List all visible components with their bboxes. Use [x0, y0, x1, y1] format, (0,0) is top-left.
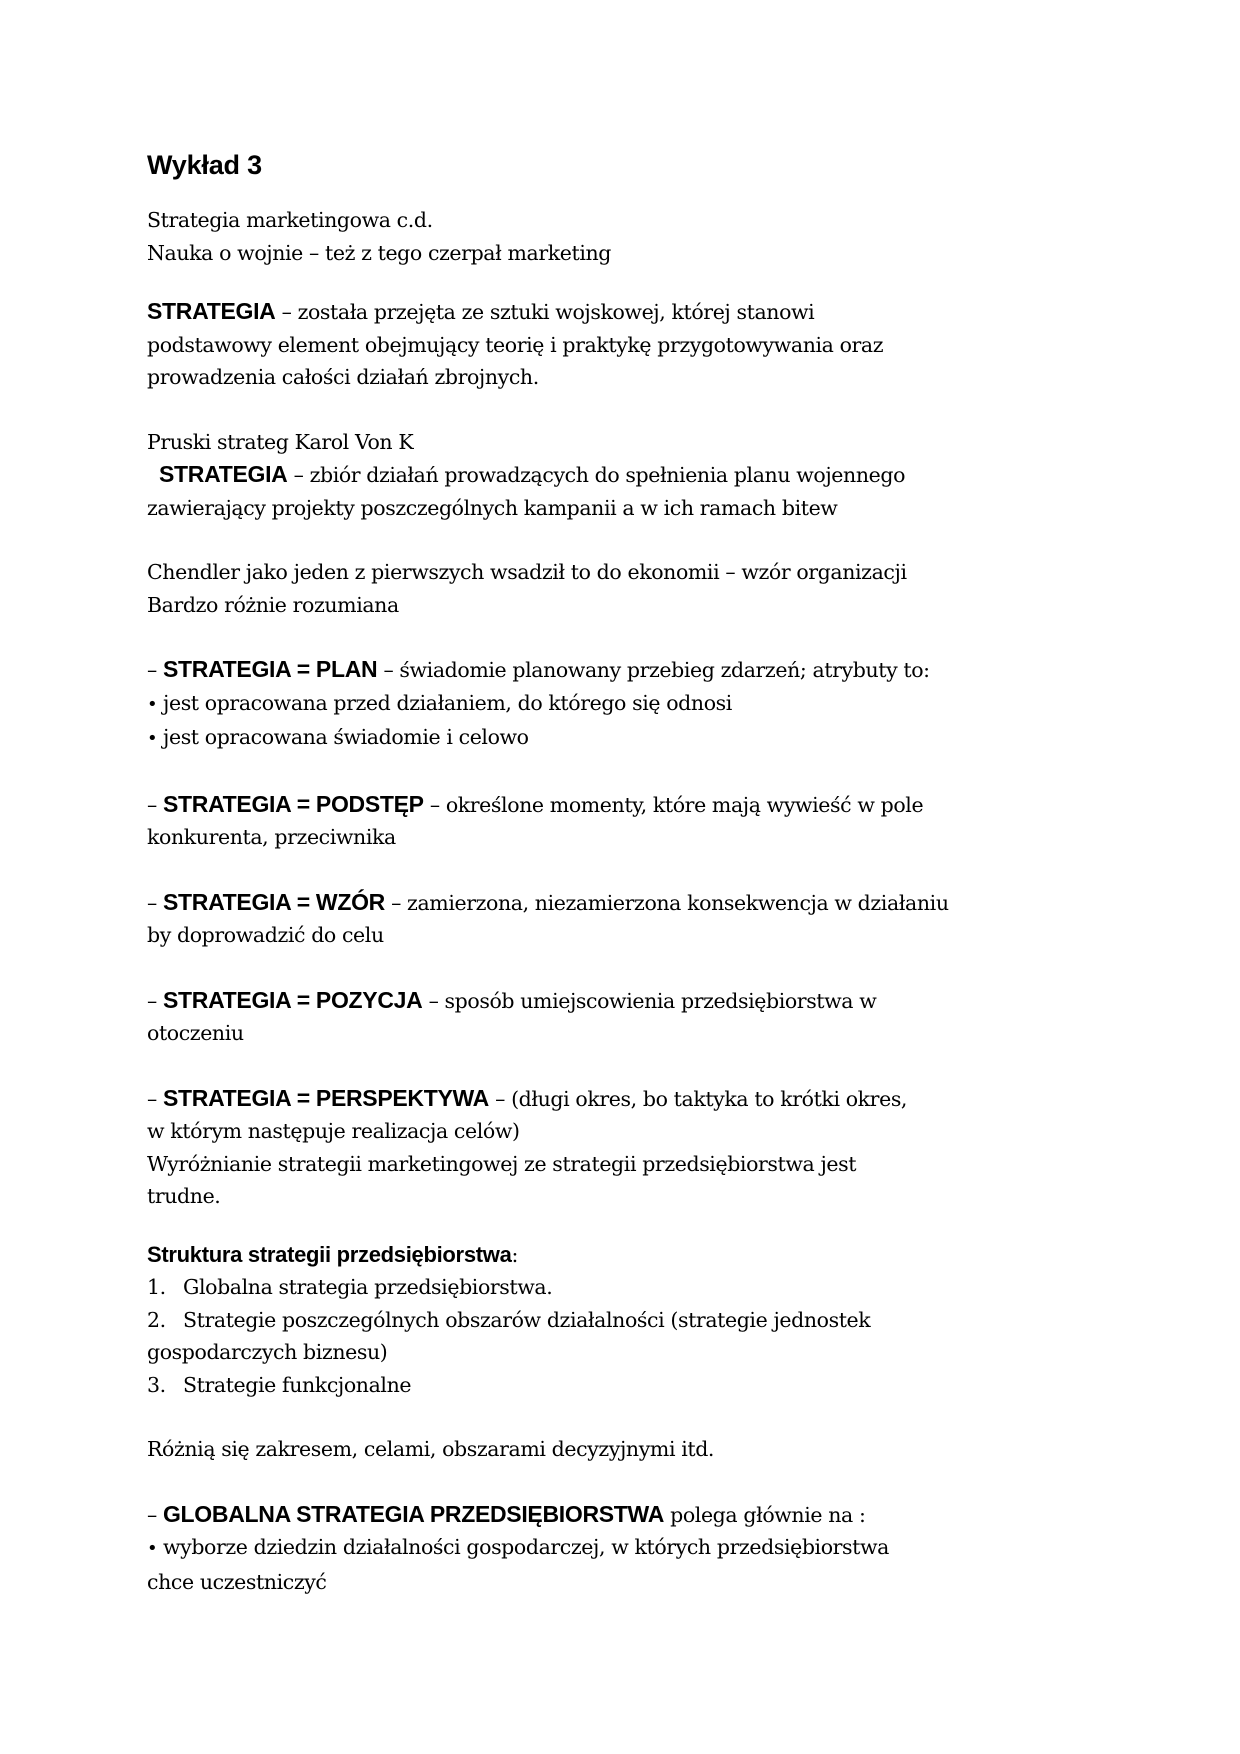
- strategy-wzor: [147, 886, 1107, 952]
- strategy-podstep-term: STRATEGIA = PODSTĘP: [162, 790, 424, 817]
- strategy-pozycja-line-1: [147, 984, 1107, 1018]
- struktura-item-2: [147, 1304, 1107, 1337]
- globalna-bullet-1-cont: chce uczestniczyć: [147, 1569, 327, 1594]
- definition-1-line-3: prowadzenia całości działań zbrojnych.: [147, 365, 539, 389]
- strategy-podstep-line-1: [147, 788, 1107, 822]
- globalna-term: GLOBALNA STRATEGIA PRZEDSIĘBIORSTWA: [162, 1500, 665, 1527]
- strategy-pozycja-text-1: – sposób umiejscowienia przedsiębiorstwa w: [422, 988, 877, 1013]
- strategy-wzor-line-1: [147, 886, 1107, 920]
- definition-2: [147, 426, 1107, 525]
- bullet-icon: •: [147, 693, 158, 715]
- strategy-pozycja-dash: –: [147, 988, 163, 1013]
- definition-2-intro: Pruski strateg Karol Von K: [147, 429, 414, 454]
- strategy-plan-bullet-1: [147, 687, 1107, 722]
- chendler-line-2: Bardzo różnie rozumiana: [147, 592, 399, 617]
- strategy-plan-line: [147, 653, 1107, 687]
- struktura-item-1-text: Globalna strategia przedsiębiorstwa.: [183, 1275, 553, 1299]
- strategy-plan: [147, 653, 1107, 756]
- strategy-perspektywa-text-1: – (długi okres, bo taktyka to krótki okres,: [488, 1086, 908, 1111]
- intro-line-2: Nauka o wojnie – też z tego czerpał marketing: [147, 240, 612, 265]
- struktura-heading-line: [147, 1239, 1107, 1272]
- struktura-item-1-num: 1.: [147, 1275, 166, 1299]
- strategy-perspektywa-term: STRATEGIA = PERSPEKTYWA: [162, 1084, 489, 1111]
- struktura-item-2-cont: gospodarczych biznesu): [147, 1340, 388, 1364]
- roznia-line: Różnią się zakresem, celami, obszarami decyzyjnymi itd.: [147, 1437, 715, 1461]
- strategy-podstep-line-2: konkurenta, przeciwnika: [147, 825, 396, 849]
- chendler-paragraph: [147, 556, 1107, 621]
- strategy-podstep: [147, 788, 1107, 854]
- struktura-item-2-num: 2.: [147, 1307, 166, 1332]
- definition-1-line-1: [147, 295, 1107, 329]
- strategy-perspektywa-line-4: trudne.: [147, 1184, 221, 1208]
- strategy-wzor-term: STRATEGIA = WZÓR: [162, 888, 385, 915]
- definition-1: [147, 295, 1107, 394]
- bullet-icon: •: [147, 728, 158, 749]
- strategy-podstep-text-1: – określone momenty, które mają wywieść w pole: [423, 792, 924, 817]
- globalna-dash: –: [147, 1502, 163, 1527]
- strategy-wzor-text-1: – zamierzona, niezamierzona konsekwencja w działaniu: [384, 890, 949, 915]
- definition-2-line-1: [147, 458, 1107, 492]
- struktura-colon: :: [511, 1242, 519, 1267]
- strategy-perspektywa-dash: –: [147, 1086, 163, 1111]
- strategy-plan-bullet-2-text: jest opracowana świadomie i celowo: [163, 725, 529, 749]
- definition-2-text-1: – zbiór działań prowadzących do spełnienia planu wojennego: [287, 463, 906, 487]
- struktura-heading: Struktura strategii przedsiębiorstwa: [147, 1241, 512, 1267]
- struktura-item-1: [147, 1271, 1107, 1304]
- struktura-item-3: [147, 1369, 1107, 1402]
- strategy-perspektywa-line-1: [147, 1082, 1107, 1116]
- strategy-plan-dash: –: [147, 658, 163, 682]
- definition-1-line-2: podstawowy element obejmujący teorię i praktykę przygotowywania oraz: [147, 332, 884, 357]
- definition-2-term: STRATEGIA: [159, 461, 288, 487]
- page-title: Wykład 3: [147, 150, 262, 180]
- definition-1-text-1: – została przejęta ze sztuki wojskowej, której stanowi: [275, 300, 815, 324]
- bullet-icon: •: [147, 1538, 158, 1559]
- intro-line-1: Strategia marketingowa c.d.: [147, 208, 433, 232]
- strategy-wzor-line-2: by doprowadzić do celu: [147, 923, 384, 947]
- strategy-plan-bullet-2: [147, 721, 1107, 756]
- definition-2-line-2: zawierający projekty poszczególnych kampanii a w ich ramach bitew: [147, 495, 838, 520]
- strategy-plan-term: STRATEGIA = PLAN: [162, 656, 378, 682]
- struktura-item-3-text: Strategie funkcjonalne: [183, 1372, 412, 1397]
- globalna-text: polega głównie na :: [664, 1502, 866, 1527]
- struktura-item-3-num: 3.: [147, 1372, 166, 1397]
- definition-1-term: STRATEGIA: [147, 298, 276, 324]
- strategy-pozycja-term: STRATEGIA = POZYCJA: [162, 986, 423, 1013]
- strategy-pozycja: [147, 984, 1107, 1050]
- strategy-plan-text: – świadomie planowany przebieg zdarzeń; atrybuty to:: [377, 658, 930, 682]
- struktura-section: [147, 1239, 1107, 1402]
- document-content: [147, 148, 1107, 1598]
- roznia-paragraph: [147, 1433, 1107, 1466]
- document-body: [147, 204, 1107, 1598]
- strategy-wzor-dash: –: [147, 890, 163, 915]
- struktura-item-2-text: Strategie poszczególnych obszarów działalności (strategie jednostek: [183, 1307, 871, 1332]
- strategy-podstep-dash: –: [147, 792, 163, 817]
- chendler-line-1: Chendler jako jeden z pierwszych wsadził to do ekonomii – wzór organizacji: [147, 560, 907, 584]
- globalna-section: [147, 1498, 1107, 1599]
- globalna-bullet-1: [147, 1531, 1107, 1566]
- strategy-plan-bullet-1-text: jest opracowana przed działaniem, do którego się odnosi: [163, 690, 732, 715]
- globalna-line-1: [147, 1498, 1107, 1532]
- globalna-bullet-1-text: wyborze dziedzin działalności gospodarczej, w których przedsiębiorstwa: [163, 1535, 889, 1559]
- strategy-perspektywa-line-3: Wyróżnianie strategii marketingowej ze strategii przedsiębiorstwa jest: [147, 1151, 857, 1176]
- strategy-perspektywa-line-2: w którym następuje realizacja celów): [147, 1119, 520, 1143]
- strategy-perspektywa: [147, 1082, 1107, 1213]
- strategy-pozycja-line-2: otoczeniu: [147, 1021, 244, 1045]
